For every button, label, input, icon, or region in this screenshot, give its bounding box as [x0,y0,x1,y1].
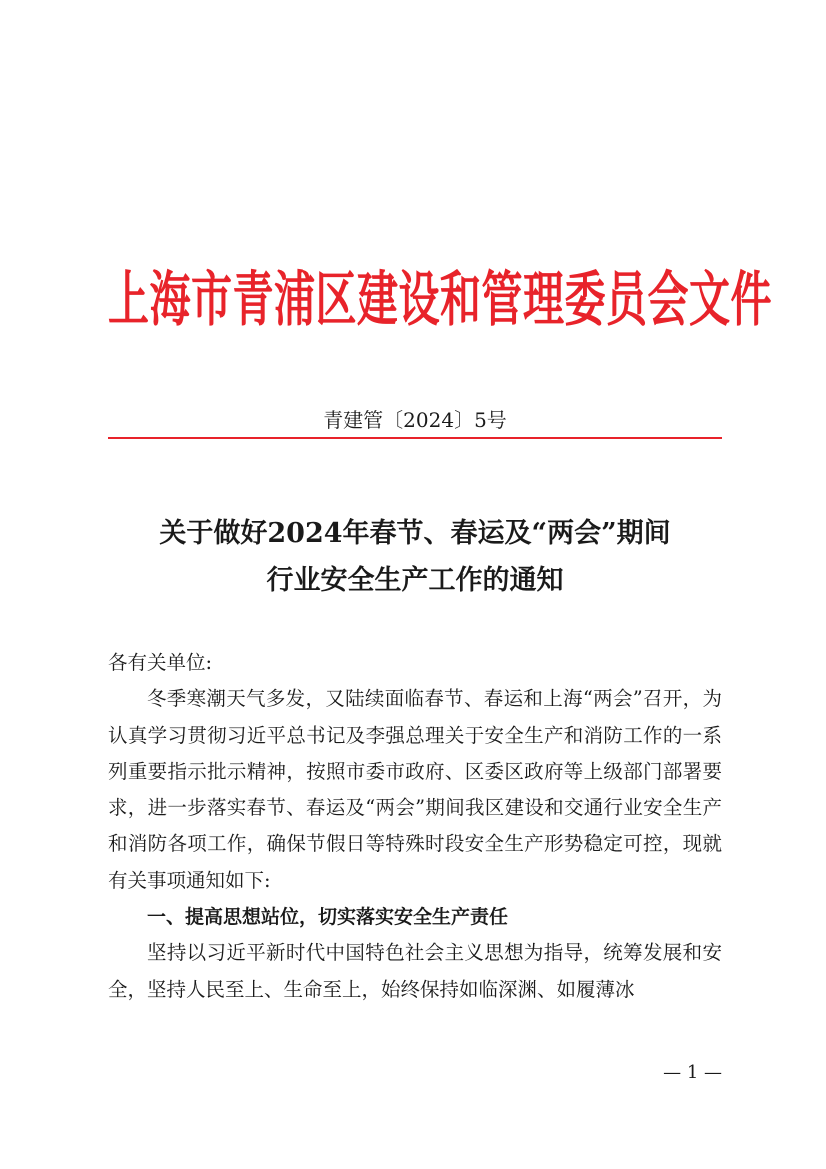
document-number: 青建管〔2024〕5号 [323,408,507,432]
page-number: — 1 — [663,1062,722,1083]
document-title [108,510,722,604]
issuer-header-title: 上海市青浦区建设和管理委员会文件 [108,265,772,335]
section-heading-1: 一、提高思想站位，切实落实安全生产责任 [147,906,509,929]
salutation: 各有关单位: [108,651,213,674]
red-divider-line [108,437,722,439]
document-title-line-2: 行业安全生产工作的通知 [266,565,564,596]
document-body [108,645,722,1008]
document-title-line-1: 关于做好2024年春节、春运及“两会”期间 [159,518,671,549]
paragraph-section-1: 坚持以习近平新时代中国特色社会主义思想为指导，统筹发展和安全，坚持人民至上、生命至上，始终保持如临深渊、如履薄冰 [108,941,722,1001]
paragraph-intro: 冬季寒潮天气多发，又陆续面临春节、春运和上海“两会”召开，为认真学习贯彻习近平总书记及李强总理关于安全生产和消防工作的一系列重要指示批示精神，按照市委市政府、区委区政府等上级部门部署要求，进一步落实春节、春运及“两会”期间我区建设和交通行业安全生产和消防各项工作，确保节假日等特殊时段安全生产形势稳定可控，现就有关事项通知如下: [108,687,722,892]
